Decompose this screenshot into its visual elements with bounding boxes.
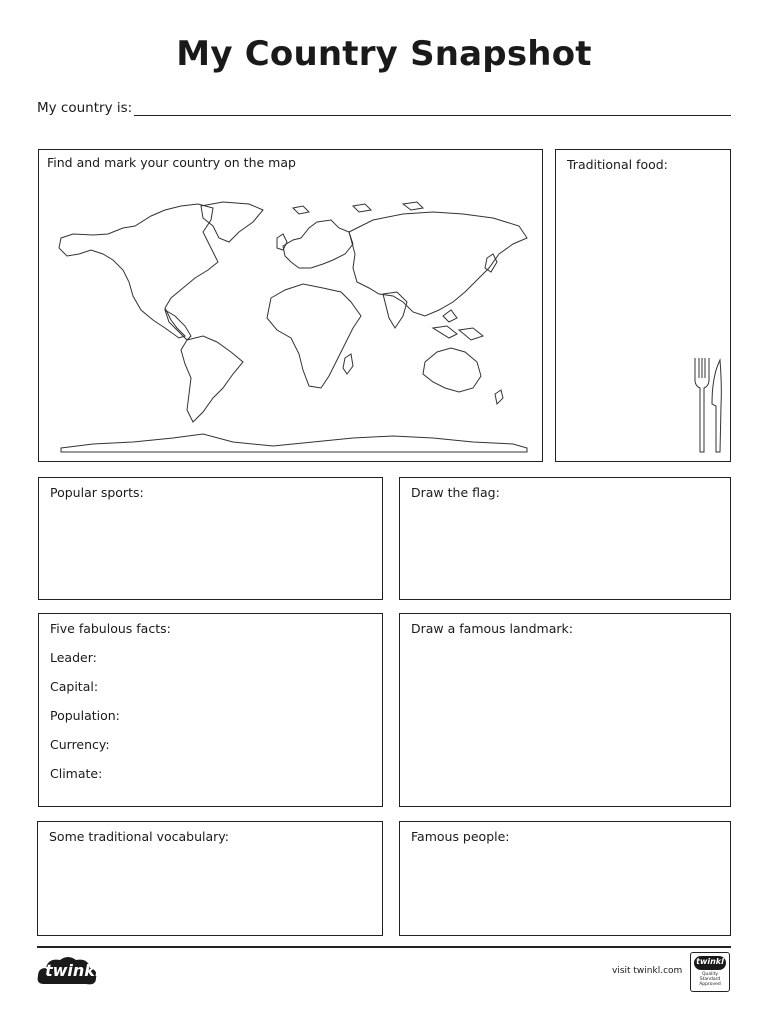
food-box-label: Traditional food: bbox=[567, 157, 668, 172]
people-box[interactable] bbox=[399, 821, 731, 936]
madagascar-shape bbox=[343, 354, 353, 374]
flag-box-label: Draw the flag: bbox=[411, 485, 500, 500]
visit-link[interactable]: visit twinkl.com bbox=[612, 966, 683, 976]
badge-text: Quality Standard Approved bbox=[699, 972, 721, 987]
vocabulary-box[interactable] bbox=[37, 821, 383, 936]
flag-box[interactable] bbox=[399, 477, 731, 600]
map-box[interactable] bbox=[38, 149, 543, 462]
greenland-shape bbox=[201, 202, 263, 242]
map-box-label: Find and mark your country on the map bbox=[47, 155, 296, 170]
page-title: My Country Snapshot bbox=[176, 34, 592, 74]
sports-box-label: Popular sports: bbox=[50, 485, 144, 500]
se-asia-islands-shape bbox=[433, 310, 483, 340]
australia-shape bbox=[423, 348, 481, 392]
landmark-box-label: Draw a famous landmark: bbox=[411, 621, 573, 636]
africa-shape bbox=[267, 284, 361, 388]
uk-shape bbox=[277, 234, 287, 250]
fact-population: Population: bbox=[50, 708, 120, 723]
new-zealand-shape bbox=[495, 390, 503, 404]
facts-box[interactable] bbox=[38, 613, 383, 807]
cutlery-icon bbox=[692, 356, 724, 456]
badge-logo-bg bbox=[694, 956, 726, 970]
country-answer-line[interactable] bbox=[134, 115, 731, 116]
badge-logo-text: twinkl bbox=[696, 957, 724, 966]
facts-box-label: Five fabulous facts: bbox=[50, 621, 171, 636]
twinkl-logo: twinkl bbox=[45, 961, 101, 980]
food-box[interactable] bbox=[555, 149, 731, 462]
asia-shape bbox=[349, 212, 527, 316]
world-map bbox=[53, 198, 531, 460]
landmark-box[interactable] bbox=[399, 613, 731, 807]
footer-divider bbox=[37, 946, 731, 948]
fact-capital: Capital: bbox=[50, 679, 99, 694]
antarctica-shape bbox=[61, 434, 527, 452]
fact-leader: Leader: bbox=[50, 650, 97, 665]
people-box-label: Famous people: bbox=[411, 829, 510, 844]
central-america-shape bbox=[165, 310, 191, 340]
arctic-islands-shape bbox=[293, 202, 423, 214]
europe-shape bbox=[283, 220, 353, 268]
fact-climate: Climate: bbox=[50, 766, 103, 781]
fact-currency: Currency: bbox=[50, 737, 110, 752]
japan-shape bbox=[485, 254, 497, 272]
south-america-shape bbox=[181, 336, 243, 422]
country-label: My country is: bbox=[37, 100, 133, 116]
sports-box[interactable] bbox=[38, 477, 383, 600]
north-america-shape bbox=[59, 204, 218, 338]
vocabulary-box-label: Some traditional vocabulary: bbox=[49, 829, 229, 844]
quality-badge bbox=[690, 952, 730, 992]
